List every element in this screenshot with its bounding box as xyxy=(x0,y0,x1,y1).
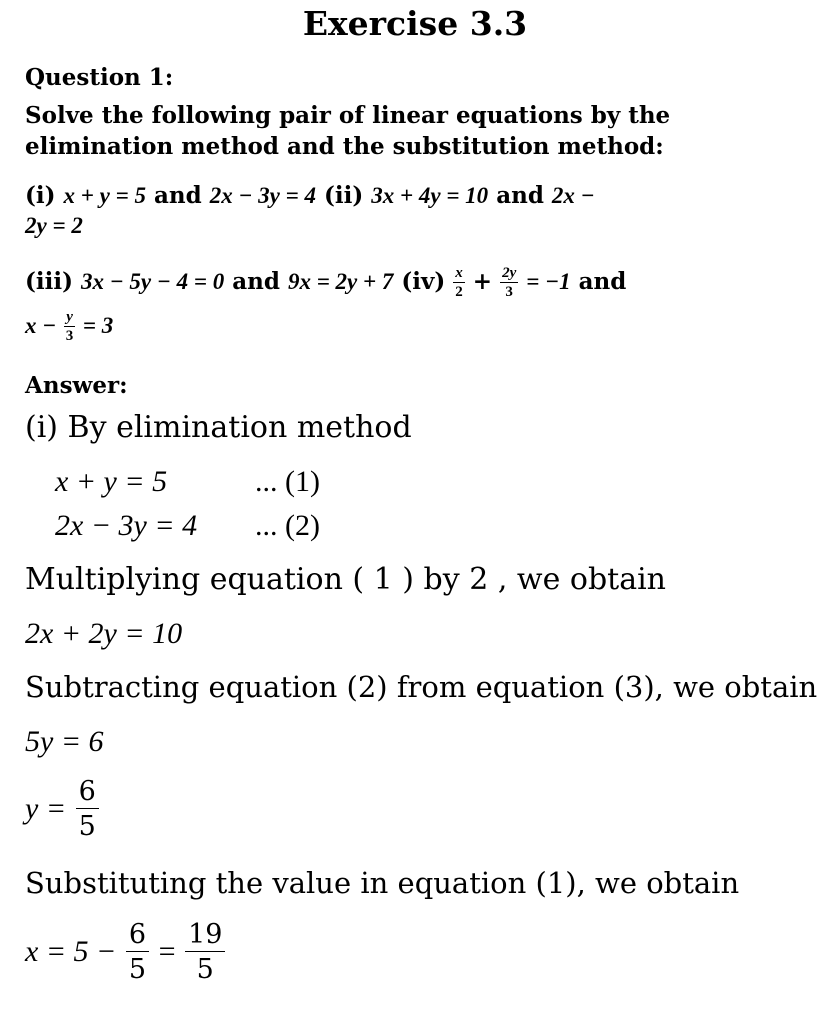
y-result xyxy=(25,778,99,840)
part-ii-label: (ii) xyxy=(323,182,364,209)
equation-2-tag: ... (2) xyxy=(255,509,320,542)
instruction-line-1: Solve the following pair of linear equations by the xyxy=(25,102,671,129)
part-iii-label: (iii) xyxy=(25,268,73,295)
y-fraction xyxy=(76,778,99,840)
part-iv-fraction-2 xyxy=(500,266,518,300)
part-ii-eq1: 3x + 4y = 10 xyxy=(371,183,489,208)
part-i-label: (i) xyxy=(25,182,56,209)
part-i-eq2: 2x − 3y = 4 xyxy=(209,183,316,208)
part-iii-eq2: 9x = 2y + 7 xyxy=(287,269,394,294)
fraction-numerator: y xyxy=(66,309,73,325)
x-lhs: x = 5 − xyxy=(25,935,117,968)
equation-2: 2x − 3y = 4 xyxy=(55,509,198,542)
fraction-numerator: 6 xyxy=(126,921,149,952)
step-1-equation: 2x + 2y = 10 xyxy=(25,617,183,650)
part-iv-eq2-rhs: = 3 xyxy=(82,313,114,338)
x-fraction-1 xyxy=(126,921,149,983)
instruction-line-2: elimination method and the substitution method: xyxy=(25,133,664,160)
fraction-denominator: 3 xyxy=(65,328,74,344)
part-ii-eq2-end: 2y = 2 xyxy=(25,213,83,238)
part-iv-rhs: = −1 xyxy=(526,269,571,294)
y-lhs: y = xyxy=(25,792,67,825)
answer-label: Answer: xyxy=(25,372,128,399)
fraction-numerator: 19 xyxy=(185,921,225,952)
x-result xyxy=(25,921,225,983)
plus-sign: + xyxy=(472,268,493,295)
fraction-denominator: 2 xyxy=(455,284,463,300)
page-title: Exercise 3.3 xyxy=(302,4,528,43)
fraction-numerator: 6 xyxy=(76,778,99,809)
fraction-denominator: 5 xyxy=(196,954,214,985)
parts-i-ii-line xyxy=(25,182,595,209)
fraction-numerator: x xyxy=(455,265,463,281)
part-iv-fraction-1 xyxy=(453,266,465,300)
and-word: and xyxy=(496,182,544,209)
equals-sign: = xyxy=(158,935,176,968)
part-i-eq1: x + y = 5 xyxy=(63,183,146,208)
fraction-denominator: 3 xyxy=(505,284,513,300)
step-2-text: Subtracting equation (2) from equation (3), we obtain xyxy=(25,670,818,704)
fraction-denominator: 5 xyxy=(128,954,147,985)
equation-1-tag: ... (1) xyxy=(255,465,320,498)
and-word: and xyxy=(578,268,627,295)
part-iv-eq2-lhs: x − xyxy=(25,313,57,338)
part-iii-eq1: 3x − 5y − 4 = 0 xyxy=(81,269,225,294)
step-3-text: Substituting the value in equation (1), we obtain xyxy=(25,866,740,900)
fraction-denominator: 5 xyxy=(78,811,96,842)
question-label: Question 1: xyxy=(25,64,174,91)
step-1-text: Multiplying equation ( 1 ) by 2 , we obtain xyxy=(25,562,667,597)
part-iv-eq2-fraction xyxy=(64,310,75,344)
part-ii-eq2-start: 2x − xyxy=(551,183,595,208)
part-iv-eq2-line xyxy=(25,306,113,346)
part-iv-label: (iv) xyxy=(401,268,446,295)
step-2-equation: 5y = 6 xyxy=(25,725,104,758)
and-word: and xyxy=(153,182,202,209)
x-fraction-2 xyxy=(185,921,225,983)
parts-iii-iv-line xyxy=(25,262,626,302)
method-heading: (i) By elimination method xyxy=(25,410,412,445)
and-word: and xyxy=(232,268,280,295)
fraction-numerator: 2y xyxy=(502,265,517,281)
equation-1: x + y = 5 xyxy=(55,465,168,498)
